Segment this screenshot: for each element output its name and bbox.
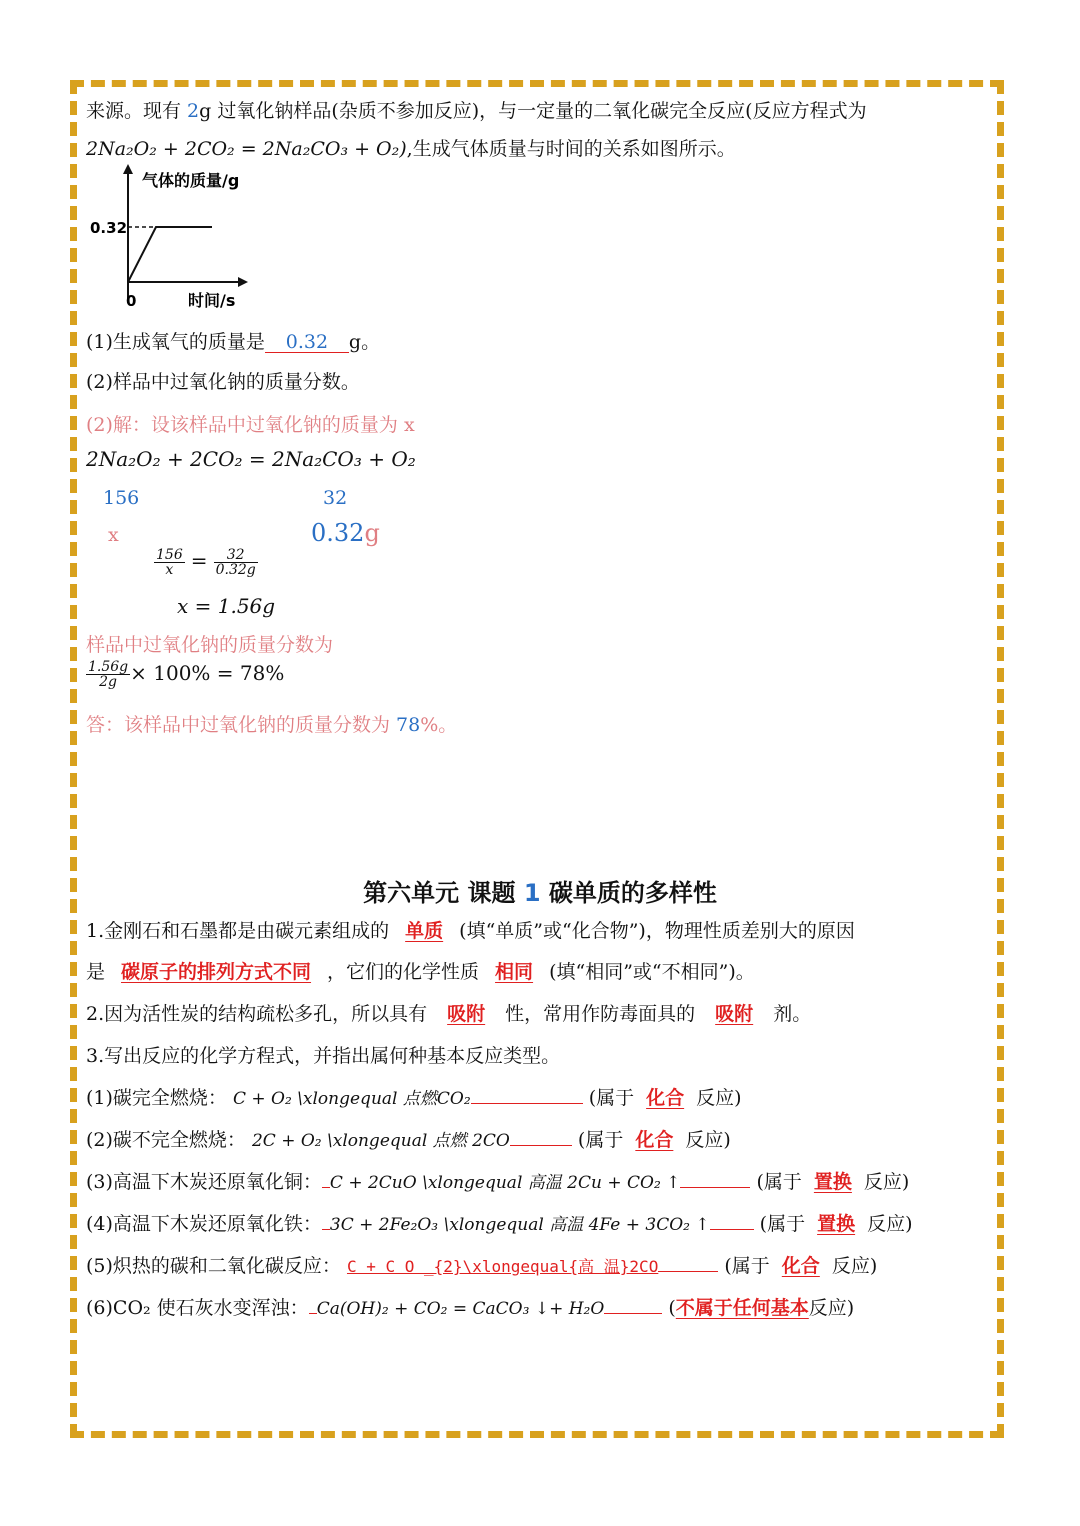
x-result: x = 1.56g (177, 594, 276, 618)
unknown-x: x (108, 524, 119, 546)
paragraph-2: 2.因为活性炭的结构疏松多孔，所以具有 吸附 性，常用作防毒面具的 吸附 剂。 (86, 1003, 812, 1025)
reaction-3: (3)高温下木炭还原氧化铜： C + 2CuO \xlongequal 高温 2Cu + CO₂ ↑ (属于 置换 反应) (86, 1171, 910, 1193)
molar-mass-o2: 32 (323, 487, 348, 509)
question-2: (2)样品中过氧化钠的质量分数。 (86, 371, 360, 393)
x-axis-arrow (238, 277, 248, 287)
paragraph-1-line-2: 是 碳原子的排列方式不同 ，它们的化学性质 相同 (填“相同”或“不相同”)。 (86, 961, 755, 983)
reaction-2: (2)碳不完全燃烧： 2C + O₂ \xlongequal 点燃 2CO (属于 化合 反应) (86, 1129, 731, 1151)
chart-y-tick-label: 0.32 (90, 219, 128, 237)
oxygen-mass-value: 0.32g (311, 519, 380, 547)
series-oxygen-line (128, 227, 212, 282)
paragraph-1-line-1: 1.金刚石和石墨都是由碳元素组成的 单质 (填“单质”或“化合物”)，物理性质差别大的原因 (86, 920, 855, 942)
solution-equation: 2Na₂O₂ + 2CO₂ = 2Na₂CO₃ + O₂ (86, 447, 416, 471)
fraction-intro: 样品中过氧化钠的质量分数为 (86, 634, 334, 656)
question-1: (1)生成氧气的质量是 0.32 g。 (86, 331, 381, 353)
reaction-4: (4)高温下木炭还原氧化铁： 3C + 2Fe₂O₃ \xlongequal 高温 4Fe + 3CO₂ ↑ (属于 置换 反应) (86, 1213, 913, 1235)
final-answer: 答：该样品中过氧化钠的质量分数为 78%。 (86, 714, 458, 736)
chart-y-label: 气体的质量/g (142, 171, 240, 190)
chart-x-label: 时间/s (188, 291, 236, 310)
y-axis-arrow (123, 164, 133, 174)
solution-intro: (2)解：设该样品中过氧化钠的质量为 x (86, 414, 415, 436)
section-title: 第六单元 课题 1 碳单质的多样性 (363, 879, 717, 907)
intro-line-1: 来源。现有 2g 过氧化钠样品(杂质不参加反应)，与一定量的二氧化碳完全反应(反应方程式为 (86, 100, 867, 122)
reaction-6: (6)CO₂ 使石灰水变浑浊： Ca(OH)₂ + CO₂ = CaCO₃ ↓+ H₂O (不属于任何基本反应) (86, 1297, 855, 1319)
ratio-equation: $\frac{156}{x}$ = $\frac{32}{0.32g}$ (156, 547, 256, 578)
paragraph-3: 3.写出反应的化学方程式，并指出属何种基本反应类型。 (86, 1045, 561, 1067)
gas-mass-chart (86, 162, 276, 312)
fraction-calculation: $\frac{1.56g}{2g}$ × 100% = 78% (88, 659, 285, 690)
chart-origin-label: 0 (126, 292, 137, 310)
intro-line-2: 2Na₂O₂ + 2CO₂ = 2Na₂CO₃ + O₂),生成气体质量与时间的关系如图所示。 (86, 138, 736, 160)
reaction-5: (5)炽热的碳和二氧化碳反应： C + C O _{2}\xlongequal{高 温}2CO (属于 化合 反应) (86, 1255, 878, 1277)
reaction-1: (1)碳完全燃烧： C + O₂ \xlongequal 点燃CO₂ (属于 化合 反应) (86, 1087, 742, 1109)
molar-mass-na2o2: 156 (103, 487, 140, 509)
